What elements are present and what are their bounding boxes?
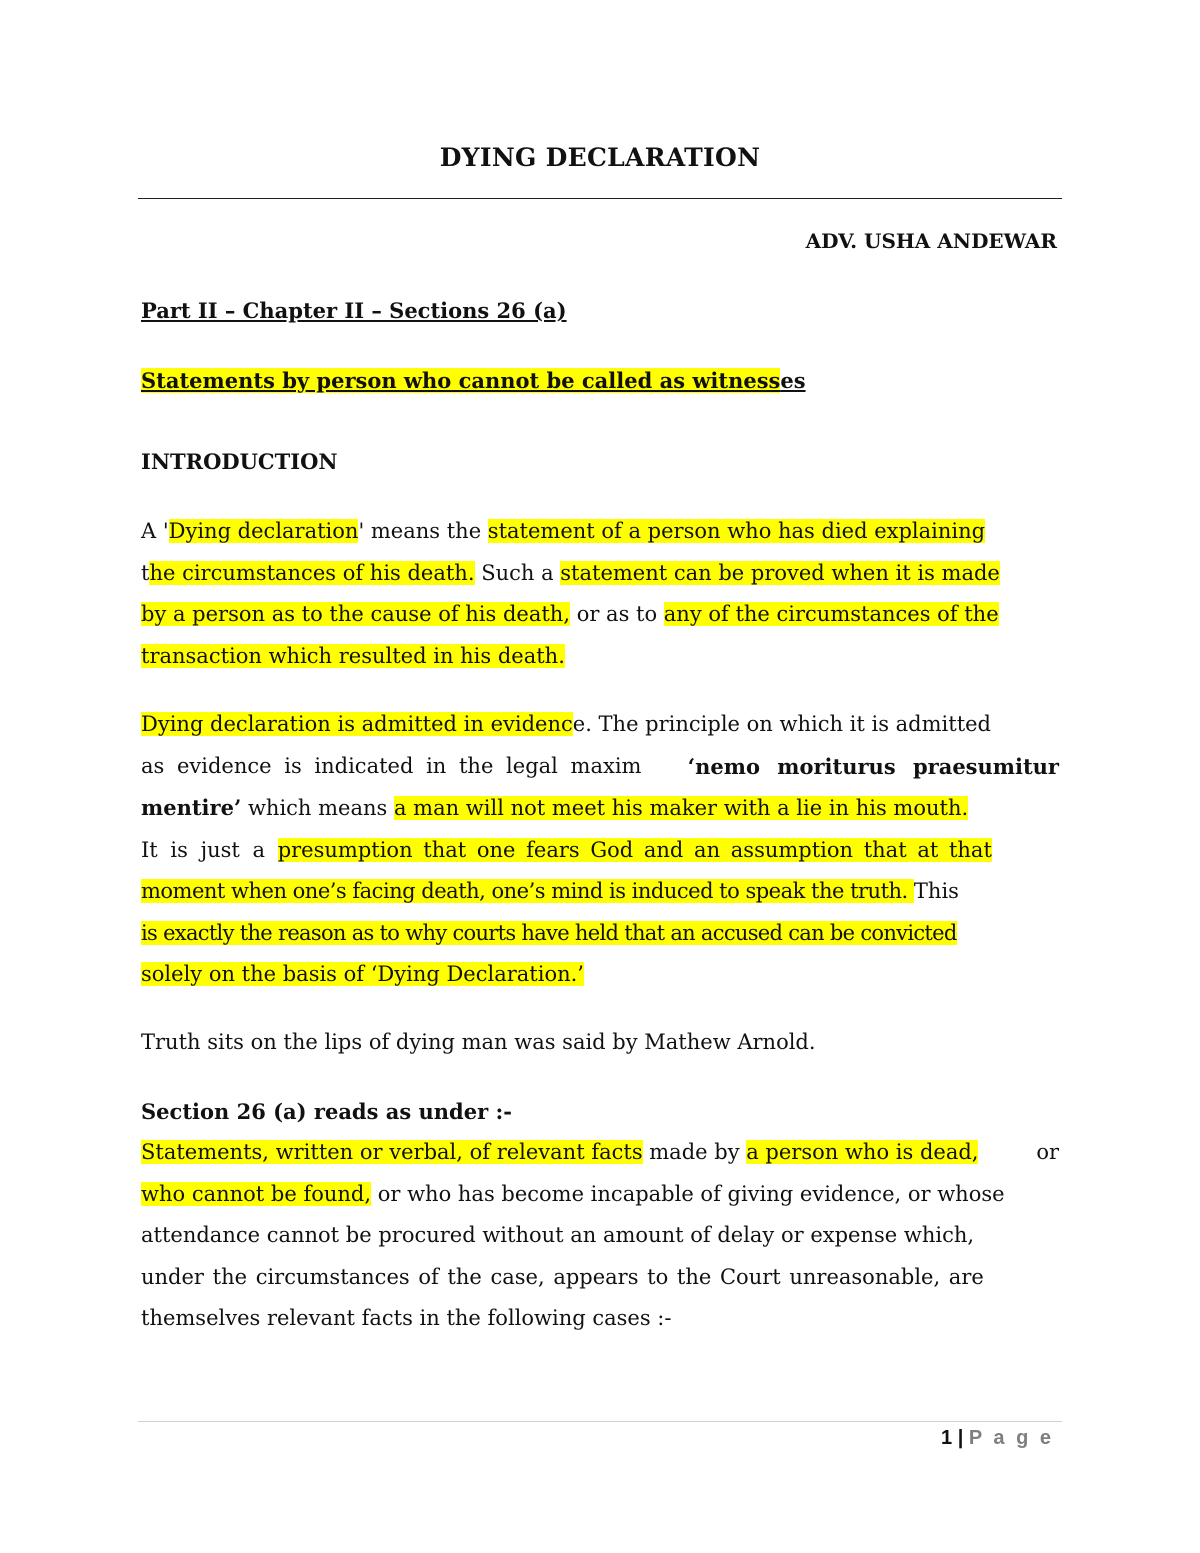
text-line bbox=[141, 704, 1059, 746]
text-line bbox=[141, 954, 1059, 996]
footer-divider bbox=[138, 1421, 1062, 1422]
title-divider bbox=[138, 198, 1062, 199]
text-line: under the circumstances of the case, appears to the Court unreasonable, are bbox=[141, 1264, 984, 1289]
text-line bbox=[141, 553, 1059, 595]
paragraph-principle bbox=[141, 704, 1059, 996]
text-line bbox=[141, 787, 1059, 830]
text-run: made by bbox=[642, 1140, 747, 1164]
highlighted-text: statement of a person who has died explaining bbox=[487, 519, 986, 543]
highlighted-text: a person who is dead, bbox=[746, 1140, 979, 1164]
text-run: This bbox=[913, 879, 959, 903]
page-label: P a g e bbox=[968, 1427, 1054, 1449]
highlighted-text: Dying declaration is admitted in evidenc bbox=[141, 712, 573, 736]
text-line bbox=[141, 746, 1059, 788]
text-line bbox=[141, 594, 1059, 636]
page-footer bbox=[941, 1427, 1054, 1450]
text-run: t bbox=[141, 560, 150, 585]
highlighted-text: a man will not meet his maker with a lie in his mouth. bbox=[393, 796, 969, 820]
highlighted-text: Dying declaration bbox=[168, 519, 359, 543]
text-line bbox=[141, 830, 1059, 872]
text-line bbox=[141, 1174, 1059, 1216]
text-run: which means bbox=[241, 796, 394, 820]
text-line: attendance cannot be procured without an amount of delay or expense which, bbox=[141, 1223, 975, 1247]
introduction-heading: INTRODUCTION bbox=[141, 449, 338, 474]
highlighted-text: solely on the basis of ‘Dying Declaration.’ bbox=[141, 962, 584, 986]
legal-maxim: ‘nemo moriturus praesumitur bbox=[687, 753, 1059, 779]
document-title: DYING DECLARATION bbox=[439, 143, 761, 172]
text-line bbox=[141, 913, 1059, 955]
highlighted-text: any of the circumstances of the bbox=[663, 602, 999, 626]
text-line bbox=[141, 636, 1059, 678]
highlighted-text: who cannot be found, bbox=[141, 1181, 372, 1206]
text-run: as evidence is indicated in the legal maxim bbox=[141, 753, 642, 778]
text-line bbox=[141, 871, 1059, 913]
highlighted-text: moment when one’s facing death, one’s mind is induced to speak the truth. bbox=[141, 879, 914, 903]
text-line bbox=[141, 511, 1059, 553]
text-run: or as to bbox=[570, 602, 664, 626]
highlighted-text: is exactly the reason as to why courts have held that an accused can be convicted bbox=[141, 920, 957, 945]
highlighted-text: by a person as to the cause of his death, bbox=[141, 602, 571, 626]
statements-heading bbox=[141, 368, 1059, 393]
page-number: 1 bbox=[941, 1427, 953, 1449]
highlighted-text: statement can be proved when it is made bbox=[560, 560, 1000, 585]
text-run: or who has become incapable of giving evidence, or whose bbox=[371, 1181, 1005, 1206]
paragraph-definition bbox=[141, 511, 1059, 677]
mathew-arnold-quote: Truth sits on the lips of dying man was said by Mathew Arnold. bbox=[141, 1030, 816, 1054]
section-heading: Section 26 (a) reads as under :- bbox=[141, 1099, 512, 1124]
text-run: e. The principle on which it is admitted bbox=[572, 712, 992, 736]
legal-maxim: mentire’ bbox=[141, 795, 242, 820]
author-name: ADV. USHA ANDEWAR bbox=[805, 229, 1057, 253]
paragraph-section-text bbox=[141, 1132, 1059, 1340]
text-line: themselves relevant facts in the following cases :- bbox=[141, 1306, 672, 1330]
footer-separator: | bbox=[952, 1427, 969, 1449]
part-heading: Part II – Chapter II – Sections 26 (a) bbox=[141, 298, 567, 323]
highlighted-text: presumption that one fears God and an assumption that at that bbox=[277, 837, 992, 862]
statements-heading-highlight: Statements by person who cannot be called as witness bbox=[141, 368, 781, 393]
highlighted-text: he circumstances of his death. bbox=[149, 560, 475, 585]
highlighted-text: transaction which resulted in his death. bbox=[141, 643, 565, 668]
text-run: Such a bbox=[474, 560, 561, 585]
text-run: It is just a bbox=[141, 837, 278, 862]
highlighted-text: Statements, written or verbal, of relevant facts bbox=[141, 1140, 643, 1164]
statements-heading-rest: es bbox=[780, 368, 806, 393]
text-run: A ' bbox=[141, 519, 169, 543]
text-run: ' means the bbox=[358, 519, 488, 543]
text-line bbox=[141, 1132, 1059, 1174]
text-run: or bbox=[1036, 1140, 1059, 1164]
